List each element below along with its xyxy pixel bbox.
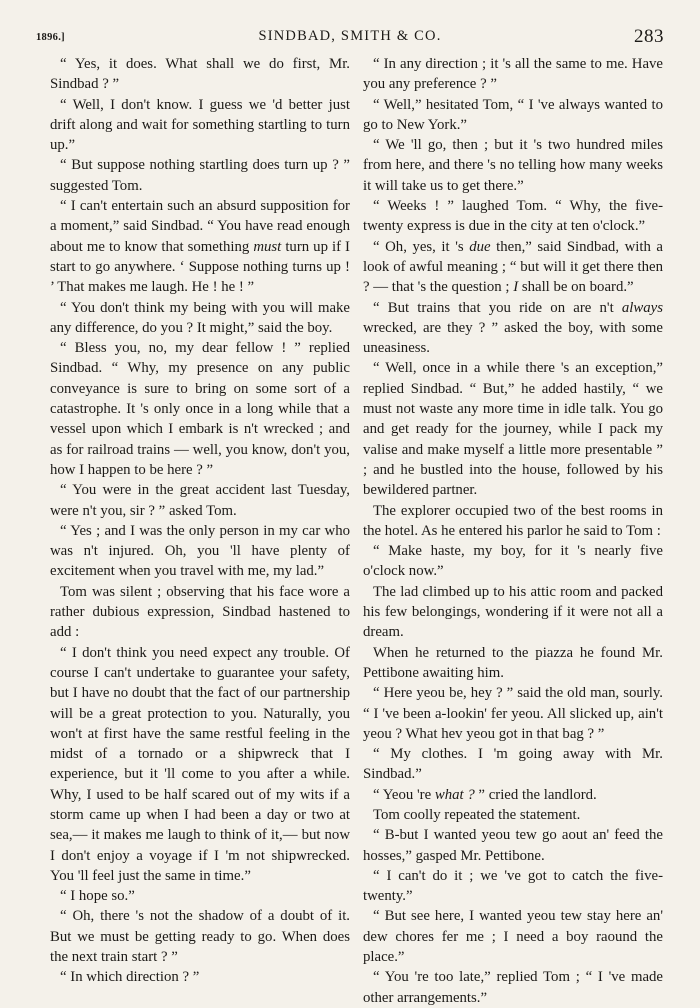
paragraph: “ I can't entertain such an absurd supposition for a moment,” said Sindbad. “ You have read enough about me to know that something must turn up if I start to go anywhere. ‘ Suppose nothing turns up ! ’ That makes me laugh. He ! he ! ” — [50, 198, 350, 296]
paragraph: “ Bless you, no, my dear fellow ! ” replied Sindbad. “ Why, my presence on any public conveyance is sure to bring on some sort of a catastrophe. It 's only once in a long while that a vessel upon which I embark is n't wrecked ; and as for railroad trains — well, you know, don't you, how I happen to be here ? ” — [50, 340, 350, 478]
left-column — [50, 54, 350, 988]
paragraph: The lad climbed up to his attic room and packed his few belongings, wondering if it were not all a dream. — [363, 583, 663, 641]
paragraph: “ Yes ; and I was the only person in my car who was n't injured. Oh, you 'll have plenty of excitement when you travel with me, my lad.” — [50, 522, 350, 580]
paragraph: Tom was silent ; observing that his face wore a rather dubious expression, Sindbad hastened to add : — [50, 583, 350, 641]
paragraph: “ I don't think you need expect any trouble. Of course I can't undertake to guarantee your safety, but I have no doubt that the fact of our partnership will be a great protection to you. Naturally, you won't at first have the same restful feeling in the midst of a tornado or a shipwreck that I experience, but it 'll come to you after a while. Why, I used to be half scared out of my wits if a storm came up when I had been a day or two at sea,— it makes me laugh to think of it,— but now I don't enjoy a voyage if I 'm not shipwrecked. You 'll feel just the same in time.” — [50, 644, 350, 884]
running-header — [36, 26, 664, 50]
paragraph: “ In any direction ; it 's all the same to me. Have you any preference ? ” — [363, 56, 663, 93]
paragraph: “ My clothes. I 'm going away with Mr. Sindbad.” — [363, 746, 663, 783]
paragraph: “ Yeou 're what ? ” cried the landlord. — [373, 786, 597, 803]
paragraph: “ You don't think my being with you will make any difference, do you ? It might,” said the boy. — [50, 299, 350, 336]
paragraph: “ I can't do it ; we 've got to catch the five-twenty.” — [363, 867, 663, 905]
paragraph: “ Make haste, my boy, for it 's nearly five o'clock now.” — [363, 543, 663, 580]
paragraph: “ Well, once in a while there 's an exception,” replied Sindbad. “ But,” he added hastily, “ we must not waste any more time in idle talk. You go and get ready for the journey, while I pack my valise and make myself a little more presentable ” ; and he bustled into the house, followed by his bewildered partner. — [363, 360, 663, 499]
paragraph: Tom coolly repeated the statement. — [373, 806, 581, 823]
paragraph: “ Here yeou be, hey ? ” said the old man, sourly. “ I 've been a-lookin' fer yeou. All slicked up, ain't yeou ? What hev yeou got in that bag ? ” — [363, 685, 663, 742]
paragraph: “ Oh, yes, it 's due then,” said Sindbad, with a look of awful meaning ; “ but will it get there then ? — that 's the question ; I shall be on board.” — [363, 238, 664, 296]
paragraph: “ Oh, there 's not the shadow of a doubt of it. But we must be getting ready to go. When does the next train start ? ” — [50, 908, 350, 966]
header-year: 1896.] — [36, 32, 65, 43]
paragraph: “ You were in the great accident last Tuesday, were n't you, sir ? ” asked Tom. — [50, 482, 350, 519]
paragraph: When he returned to the piazza he found Mr. Pettibone awaiting him. — [363, 644, 663, 681]
paragraph: The explorer occupied two of the best rooms in the hotel. As he entered his parlor he said to Tom : — [363, 502, 663, 539]
right-column — [363, 54, 663, 1008]
paragraph: “ Weeks ! ” laughed Tom. “ Why, the five-twenty express is due in the city at ten o'clock.” — [363, 198, 663, 235]
header-title: SINDBAD, SMITH & CO. — [258, 28, 442, 44]
paragraph: “ But see here, I wanted yeou tew stay here an' dew chores fer me ; I need a boy raound the place.” — [363, 908, 663, 966]
page-number: 283 — [634, 26, 664, 47]
paragraph: “ But suppose nothing startling does turn up ? ” suggested Tom. — [50, 157, 350, 194]
paragraph: “ Well,” hesitated Tom, “ I 've always wanted to go to New York.” — [363, 96, 663, 133]
paragraph: “ B-but I wanted yeou tew go aout an' feed the hosses,” gasped Mr. Pettibone. — [363, 827, 663, 864]
paragraph: “ We 'll go, then ; but it 's two hundred miles from here, and there 's no telling how many weeks it will take us to get there.” — [363, 137, 663, 194]
paragraph: “ You 're too late,” replied Tom ; “ I 've made other arrangements.” — [363, 969, 663, 1006]
paragraph: “ Yes, it does. What shall we do first, Mr. Sindbad ? ” — [50, 56, 350, 93]
paragraph: “ Well, I don't know. I guess we 'd better just drift along and wait for something startling to turn up.” — [50, 96, 350, 154]
paragraph: “ But trains that you ride on are n't always wrecked, are they ? ” asked the boy, with some uneasiness. — [363, 299, 663, 357]
paragraph: “ In which direction ? ” — [60, 969, 200, 986]
paragraph: “ I hope so.” — [60, 888, 135, 905]
